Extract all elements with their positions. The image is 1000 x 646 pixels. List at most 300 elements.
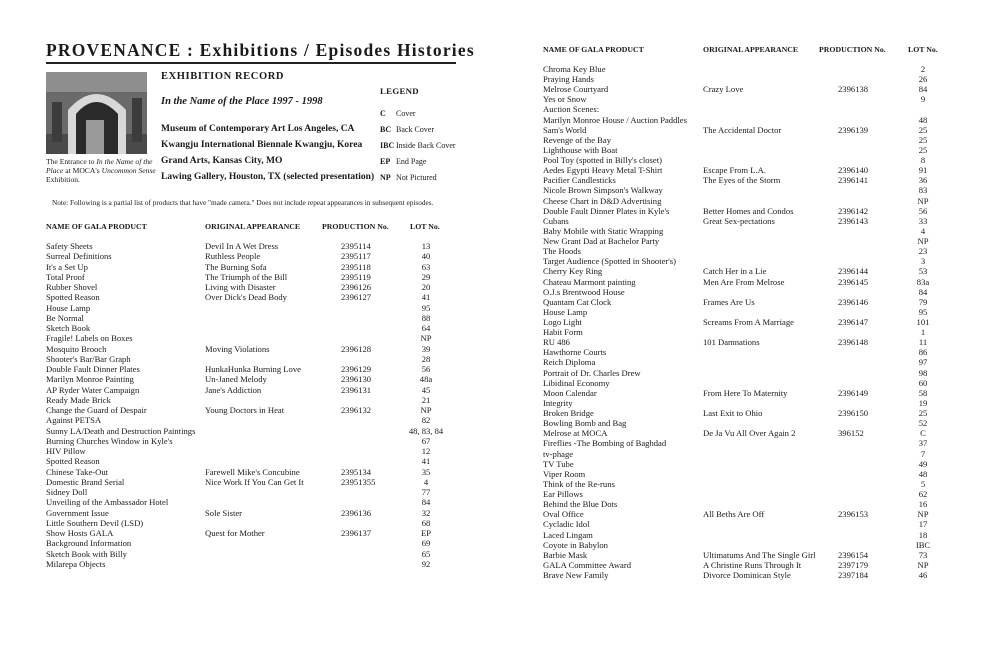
product-name: Barbie Mask bbox=[543, 549, 588, 560]
page-title: PROVENANCE : Exhibitions / Episodes Histories bbox=[46, 40, 475, 60]
table-row bbox=[0, 266, 1000, 276]
production-number: 2396150 bbox=[838, 408, 869, 419]
product-name: Safety Sheets bbox=[46, 241, 93, 251]
original-appearance: De Ja Vu All Over Again 2 bbox=[703, 428, 796, 439]
lot-number: 53 bbox=[918, 266, 928, 277]
production-number: 2396132 bbox=[341, 405, 372, 415]
product-name: Cycladic Idol bbox=[543, 519, 590, 530]
table-row bbox=[0, 165, 1000, 175]
product-name: Lighthouse with Boat bbox=[543, 144, 618, 155]
table-row bbox=[0, 378, 1000, 388]
table-row bbox=[0, 287, 1000, 297]
product-name: AP Ryder Water Campaign bbox=[46, 384, 140, 395]
production-number: 2396146 bbox=[838, 296, 869, 307]
product-name: Chroma Key Blue bbox=[543, 64, 606, 74]
col-header-product: NAME OF GALA PRODUCT bbox=[46, 222, 147, 231]
product-name: Aedes Egypti Heavy Metal T-Shirt bbox=[543, 165, 663, 176]
table-row bbox=[0, 425, 1000, 439]
lot-number: 3 bbox=[920, 256, 926, 267]
table-row bbox=[0, 94, 1000, 104]
product-name: Little Southern Devil (LSD) bbox=[46, 517, 144, 528]
production-number: 2396130 bbox=[341, 374, 372, 385]
product-name: Surreal Definitions bbox=[46, 251, 112, 262]
product-name: The Hoods bbox=[543, 246, 581, 257]
original-appearance: Nice Work If You Can Get It bbox=[205, 476, 304, 487]
lot-number: 41 bbox=[421, 456, 431, 467]
product-name: Melrose Courtyard bbox=[543, 84, 609, 95]
table-row bbox=[0, 226, 1000, 236]
product-name: Chateau Marmont painting bbox=[543, 276, 636, 287]
product-name: House Lamp bbox=[46, 302, 91, 313]
exhibition-record-heading: EXHIBITION RECORD bbox=[161, 71, 285, 82]
product-name: Oval Office bbox=[543, 509, 584, 520]
table-row bbox=[0, 418, 1000, 428]
venue-kwangju: Kwangju International Biennale Kwangju, Korea bbox=[161, 140, 363, 150]
production-number: 2396144 bbox=[838, 266, 869, 277]
production-number: 2396154 bbox=[838, 549, 869, 560]
lot-number: 68 bbox=[421, 517, 431, 528]
product-name: Melrose at MOCA bbox=[543, 428, 608, 439]
col-header-production: PRODUCTION No. bbox=[322, 222, 389, 231]
legend-label: Cover bbox=[396, 109, 416, 118]
table-row bbox=[0, 307, 1000, 317]
production-number: 2395119 bbox=[341, 271, 371, 282]
product-name: HIV Pillow bbox=[46, 446, 86, 456]
lot-number: 25 bbox=[918, 408, 928, 419]
production-number: 2396149 bbox=[838, 387, 869, 398]
table-row bbox=[0, 398, 1000, 408]
lot-number: 97 bbox=[918, 357, 928, 368]
right-col-header-appearance: ORIGINAL APPEARANCE bbox=[703, 45, 799, 54]
product-name: Broken Bridge bbox=[543, 408, 594, 419]
product-name: Be Normal bbox=[46, 312, 84, 323]
table-row bbox=[0, 216, 1000, 226]
product-name: Spotted Reason bbox=[46, 292, 100, 303]
product-name: It's a Set Up bbox=[46, 261, 88, 272]
production-number: 2396148 bbox=[838, 337, 869, 348]
lot-number: 4 bbox=[423, 476, 429, 487]
right-col-header-product: NAME OF GALA PRODUCT bbox=[543, 45, 644, 54]
original-appearance: Moving Violations bbox=[205, 343, 270, 354]
lot-number: 86 bbox=[918, 347, 928, 358]
product-name: Brave New Family bbox=[543, 570, 609, 580]
lot-number: 19 bbox=[918, 397, 928, 408]
product-name: Coyote in Babylon bbox=[543, 539, 608, 550]
product-name: Domestic Brand Serial bbox=[46, 476, 125, 487]
table-row bbox=[0, 196, 1000, 206]
table-row bbox=[0, 64, 1000, 74]
original-appearance: Last Exit to Ohio bbox=[703, 408, 763, 419]
venue-moca: Museum of Contemporary Art Los Angeles, CA bbox=[161, 124, 355, 134]
product-name: Sidney Doll bbox=[46, 487, 88, 497]
table-row bbox=[0, 357, 1000, 367]
lot-number: 95 bbox=[421, 302, 431, 313]
lot-number: 9 bbox=[920, 94, 926, 105]
lot-number: 5 bbox=[920, 478, 926, 489]
table-row bbox=[0, 540, 1000, 550]
product-name: Pacifier Candlesticks bbox=[543, 175, 616, 186]
legend-code: NP bbox=[380, 173, 391, 182]
lot-number: 48 bbox=[918, 468, 928, 479]
caption-text-3: Exhibition. bbox=[46, 175, 80, 184]
product-name: Habit Form bbox=[543, 327, 583, 338]
production-number: 2396147 bbox=[838, 317, 869, 327]
product-name: Background Information bbox=[46, 538, 132, 549]
product-name: Fireflies -The Bombing of Baghdad bbox=[543, 438, 667, 449]
product-name: Cubans bbox=[543, 215, 569, 226]
lot-number: 39 bbox=[421, 343, 431, 354]
lot-number: 21 bbox=[421, 394, 431, 405]
lot-number: 52 bbox=[918, 418, 928, 429]
lot-number: 46 bbox=[918, 570, 928, 580]
original-appearance: Devil In A Wet Dress bbox=[205, 241, 279, 251]
production-number: 2395118 bbox=[341, 261, 371, 272]
product-name: Government Issue bbox=[46, 507, 109, 518]
lot-number: 41 bbox=[421, 292, 431, 303]
legend-code: C bbox=[380, 109, 386, 118]
production-number: 2396143 bbox=[838, 215, 869, 226]
original-appearance: Crazy Love bbox=[703, 84, 744, 95]
venue-grand-arts: Grand Arts, Kansas City, MO bbox=[161, 156, 283, 166]
lot-number: 23 bbox=[918, 246, 928, 257]
table-row bbox=[0, 297, 1000, 307]
lot-number: 84 bbox=[918, 286, 928, 297]
original-appearance: Great Sex-pectations bbox=[703, 215, 775, 226]
original-appearance: From Here To Maternity bbox=[703, 387, 788, 398]
production-number: 2395117 bbox=[341, 251, 371, 262]
legend-label: End Page bbox=[396, 157, 427, 166]
table-row bbox=[0, 317, 1000, 327]
table-row bbox=[0, 185, 1000, 195]
lot-number: 58 bbox=[918, 387, 928, 398]
lot-number: 32 bbox=[421, 507, 431, 518]
production-number: 2396153 bbox=[838, 509, 869, 520]
lot-number: 63 bbox=[421, 261, 431, 272]
partial-list-note: Note: Following is a partial list of products that have "made camera." Does not include repeat appearances in subsequent episodes. bbox=[52, 198, 434, 207]
product-name: GALA Committee Award bbox=[543, 559, 632, 570]
lot-number: 69 bbox=[421, 538, 431, 549]
table-row bbox=[0, 466, 1000, 479]
lot-number: 91 bbox=[918, 165, 928, 176]
lot-number: 82 bbox=[421, 415, 431, 426]
lot-number: 1 bbox=[920, 327, 926, 338]
table-row bbox=[0, 489, 1000, 499]
lot-number: 56 bbox=[421, 364, 431, 374]
lot-number: EP bbox=[420, 528, 432, 538]
product-name: Ear Pillows bbox=[543, 489, 583, 500]
lot-number: 2 bbox=[920, 64, 926, 74]
original-appearance: Over Dick's Dead Body bbox=[205, 292, 287, 303]
lot-number: 67 bbox=[421, 435, 431, 446]
table-row bbox=[0, 115, 1000, 125]
original-appearance: Ruthless People bbox=[205, 251, 261, 262]
legend-heading: LEGEND bbox=[380, 86, 419, 96]
original-appearance: The Burning Sofa bbox=[205, 261, 267, 272]
product-name: Portrait of Dr. Charles Drew bbox=[543, 367, 641, 378]
production-number: 2396139 bbox=[838, 124, 869, 135]
product-name: House Lamp bbox=[543, 306, 588, 317]
lot-number: 17 bbox=[918, 519, 928, 530]
table-row bbox=[0, 277, 1000, 287]
table-row bbox=[0, 125, 1000, 135]
table-row bbox=[0, 206, 1000, 216]
table-row bbox=[0, 347, 1000, 357]
lot-number: 36 bbox=[918, 175, 928, 186]
table-row bbox=[0, 246, 1000, 256]
original-appearance: 101 Damnations bbox=[703, 337, 760, 348]
product-name: Rubber Shovel bbox=[46, 282, 98, 292]
original-appearance: Sole Sister bbox=[205, 507, 243, 518]
table-row bbox=[0, 104, 1000, 114]
table-row bbox=[0, 236, 1000, 246]
table-row bbox=[0, 530, 1000, 540]
lot-number: 84 bbox=[918, 84, 928, 95]
product-name: O.J.s Brentwood House bbox=[543, 286, 625, 297]
right-col-header-lot: LOT No. bbox=[908, 45, 938, 54]
lot-number: NP bbox=[917, 195, 929, 206]
lot-number: 18 bbox=[918, 529, 928, 540]
product-name: Nicole Brown Simpson's Walkway bbox=[543, 185, 663, 196]
table-row bbox=[0, 519, 1000, 529]
table-row bbox=[0, 327, 1000, 337]
product-name: TV Tube bbox=[543, 458, 574, 469]
table-row bbox=[0, 368, 1000, 378]
lot-number: 48 bbox=[918, 114, 928, 125]
product-name: Reich Diploma bbox=[543, 357, 596, 368]
lot-number: 25 bbox=[918, 124, 928, 135]
original-appearance: Jane's Addiction bbox=[205, 384, 262, 395]
lot-number: 62 bbox=[918, 489, 928, 500]
lot-number: 88 bbox=[421, 312, 431, 323]
lot-number: 28 bbox=[421, 353, 431, 364]
product-name: Fragile! Labels on Boxes bbox=[46, 333, 133, 344]
product-name: Sketch Book bbox=[46, 323, 91, 333]
table-row bbox=[0, 550, 1000, 560]
original-appearance: Quest for Mother bbox=[205, 528, 265, 538]
production-number: 2396127 bbox=[341, 292, 372, 303]
table-row bbox=[0, 175, 1000, 185]
table-row bbox=[0, 74, 1000, 84]
legend-label: Back Cover bbox=[396, 125, 434, 134]
product-name: Libidinal Economy bbox=[543, 377, 610, 388]
product-name: Revenge of the Bay bbox=[543, 134, 612, 145]
product-name: Change the Guard of Despair bbox=[46, 405, 147, 415]
product-name: Logo Light bbox=[543, 317, 582, 327]
production-number: 2396131 bbox=[341, 384, 372, 395]
lot-number: NP bbox=[420, 405, 432, 415]
lot-number: 77 bbox=[421, 487, 431, 497]
table-row bbox=[0, 135, 1000, 145]
table-row bbox=[0, 408, 1000, 418]
table-row bbox=[0, 145, 1000, 155]
table-row bbox=[0, 476, 1000, 489]
lot-number: 25 bbox=[918, 134, 928, 145]
original-appearance: Farewell Mike's Concubine bbox=[205, 466, 300, 477]
product-name: Think of the Re-runs bbox=[543, 478, 615, 489]
caption-italic-1: In the Name of the Place bbox=[46, 157, 153, 175]
production-number: 2396136 bbox=[341, 507, 372, 518]
lot-number: 8 bbox=[920, 155, 926, 166]
product-name: Hawthorne Courts bbox=[543, 347, 607, 358]
product-name: Ready Made Brick bbox=[46, 394, 111, 405]
lot-number: NP bbox=[917, 559, 929, 570]
col-header-appearance: ORIGINAL APPEARANCE bbox=[205, 222, 301, 231]
table-row bbox=[0, 388, 1000, 398]
product-name: Chinese Take-Out bbox=[46, 466, 109, 477]
table-row bbox=[0, 509, 1000, 519]
original-appearance: All Beths Are Off bbox=[703, 509, 765, 520]
legend-code: BC bbox=[380, 125, 392, 134]
product-name: Milarepa Objects bbox=[46, 558, 106, 569]
production-number: 2395114 bbox=[341, 241, 371, 251]
product-name: Against PETSA bbox=[46, 415, 102, 426]
lot-number: 56 bbox=[918, 205, 928, 216]
product-name: Burning Churches Window in Kyle's bbox=[46, 435, 173, 446]
table-row bbox=[0, 560, 1000, 570]
lot-number: 13 bbox=[421, 241, 431, 251]
product-name: Show Hosts GALA bbox=[46, 528, 114, 538]
product-name: Cherry Key Ring bbox=[543, 266, 603, 277]
table-row bbox=[0, 435, 1000, 449]
table-row bbox=[0, 499, 1000, 509]
lot-number: 40 bbox=[421, 251, 431, 262]
lot-number: 64 bbox=[421, 323, 431, 333]
caption-italic-2: Uncommon Sense bbox=[101, 166, 156, 175]
table-row bbox=[0, 449, 1000, 459]
product-name: Unveiling of the Ambassador Hotel bbox=[46, 497, 169, 508]
lot-number: 25 bbox=[918, 144, 928, 155]
product-name: Total Proof bbox=[46, 271, 85, 282]
table-row bbox=[0, 337, 1000, 347]
product-name: Double Fault Dinner Plates bbox=[46, 364, 140, 374]
product-name: Target Audience (Spotted in Shooter's) bbox=[543, 256, 677, 267]
product-name: Sketch Book with Billy bbox=[46, 548, 127, 559]
product-name: Marilyn Monroe House / Auction Paddles bbox=[543, 114, 687, 125]
caption-text-2: at MOCA's bbox=[63, 166, 102, 175]
product-name: Integrity bbox=[543, 397, 573, 408]
legend-label: Not Pictured bbox=[396, 173, 437, 182]
original-appearance: The Accidental Doctor bbox=[703, 124, 782, 135]
right-col-header-production: PRODUCTION No. bbox=[819, 45, 886, 54]
lot-number: 37 bbox=[918, 438, 928, 449]
lot-number: 20 bbox=[421, 282, 431, 292]
lot-number: 11 bbox=[918, 337, 928, 348]
venue-lawing: Lawing Gallery, Houston, TX (selected presentation) bbox=[161, 172, 375, 182]
lot-number: 29 bbox=[421, 271, 431, 282]
product-name: Baby Mobile with Static Wrapping bbox=[543, 225, 664, 236]
original-appearance: HunkaHunka Burning Love bbox=[205, 364, 301, 374]
lot-number: 95 bbox=[918, 306, 928, 317]
table-row bbox=[0, 570, 1000, 580]
production-number: 2396145 bbox=[838, 276, 869, 287]
original-appearance: Catch Her in a Lie bbox=[703, 266, 767, 277]
lot-number: 84 bbox=[421, 497, 431, 508]
legend-code: IBC bbox=[380, 141, 395, 150]
production-number: 2396138 bbox=[838, 84, 869, 95]
original-appearance: Better Homes and Condos bbox=[703, 205, 794, 216]
lot-number: 4 bbox=[920, 225, 926, 236]
lot-number: 60 bbox=[918, 377, 928, 388]
lot-number: 7 bbox=[920, 448, 926, 459]
original-appearance: Living with Disaster bbox=[205, 282, 276, 292]
production-number: 2396137 bbox=[341, 528, 372, 538]
lot-number: NP bbox=[917, 509, 929, 520]
lot-number: 92 bbox=[421, 558, 431, 569]
original-appearance: Escape From L.A. bbox=[703, 165, 767, 176]
lot-number: 35 bbox=[421, 466, 431, 477]
product-name: Yes or Snow bbox=[543, 94, 587, 105]
product-name: Shooter's Bar/Bar Graph bbox=[46, 353, 131, 364]
production-number: 396152 bbox=[838, 428, 864, 439]
exhibition-title: In the Name of the Place 1997 - 1998 bbox=[161, 96, 323, 107]
caption-text-1: The Entrance to bbox=[46, 157, 97, 166]
lot-number: 26 bbox=[918, 74, 928, 85]
original-appearance: Young Doctors in Heat bbox=[205, 405, 285, 415]
lot-number: 83 bbox=[918, 185, 928, 196]
original-appearance: The Eyes of the Storm bbox=[703, 175, 781, 186]
production-number: 2396128 bbox=[341, 343, 372, 354]
original-appearance: The Triumph of the Bill bbox=[205, 271, 288, 282]
original-appearance: A Christine Runs Through It bbox=[703, 559, 802, 570]
lot-number: 65 bbox=[421, 548, 431, 559]
lot-number: 79 bbox=[918, 296, 928, 307]
lot-number: 73 bbox=[918, 549, 928, 560]
product-name: Cheese Chart in D&D Advertising bbox=[543, 195, 662, 206]
product-name: Moon Calendar bbox=[543, 387, 597, 398]
product-name: Marilyn Monroe Painting bbox=[46, 374, 134, 385]
original-appearance: Frames Are Us bbox=[703, 296, 755, 307]
product-name: Quantam Cat Clock bbox=[543, 296, 612, 307]
lot-number: 16 bbox=[918, 499, 928, 510]
production-number: 2396140 bbox=[838, 165, 869, 176]
legend-code: EP bbox=[380, 157, 391, 166]
table-row bbox=[0, 84, 1000, 94]
product-name: Double Fault Dinner Plates in Kyle's bbox=[543, 205, 670, 216]
production-number: 2395134 bbox=[341, 466, 372, 477]
product-name: Viper Room bbox=[543, 468, 586, 479]
legend-label: Inside Back Cover bbox=[396, 141, 456, 150]
product-name: Pool Toy (spotted in Billy's closet) bbox=[543, 155, 662, 166]
lot-number: 83a bbox=[916, 276, 930, 287]
lot-number: 48a bbox=[419, 374, 433, 385]
production-number: 2396142 bbox=[838, 205, 869, 216]
product-name: Bowling Bomb and Bag bbox=[543, 418, 627, 429]
table-row bbox=[0, 155, 1000, 165]
product-name: Sunny LA/Death and Destruction Paintings bbox=[46, 425, 196, 436]
lot-number: 45 bbox=[421, 384, 431, 395]
lot-number: C bbox=[920, 428, 926, 439]
product-name: Behind the Blue Dots bbox=[543, 499, 618, 510]
original-appearance: Screams From A Marriage bbox=[703, 317, 794, 327]
production-number: 2397179 bbox=[838, 559, 869, 570]
table-row bbox=[0, 459, 1000, 469]
production-number: 2397184 bbox=[838, 570, 869, 580]
lot-number: 12 bbox=[421, 446, 431, 456]
product-name: Praying Hands bbox=[543, 74, 594, 85]
original-appearance: Men Are From Melrose bbox=[703, 276, 785, 287]
product-name: Spotted Reason bbox=[46, 456, 100, 467]
product-name: RU 486 bbox=[543, 337, 570, 348]
production-number: 2396141 bbox=[838, 175, 869, 186]
original-appearance: Ultimatums And The Single Girl bbox=[703, 549, 816, 560]
product-name: New Grant Dad at Bachelor Party bbox=[543, 236, 660, 247]
product-name: Mosquito Brooch bbox=[46, 343, 107, 354]
product-name: Laced Lingam bbox=[543, 529, 593, 540]
lot-number: NP bbox=[420, 333, 432, 344]
lot-number: 33 bbox=[918, 215, 928, 226]
product-name: Auction Scenes: bbox=[543, 104, 600, 115]
lot-number: 49 bbox=[918, 458, 928, 469]
